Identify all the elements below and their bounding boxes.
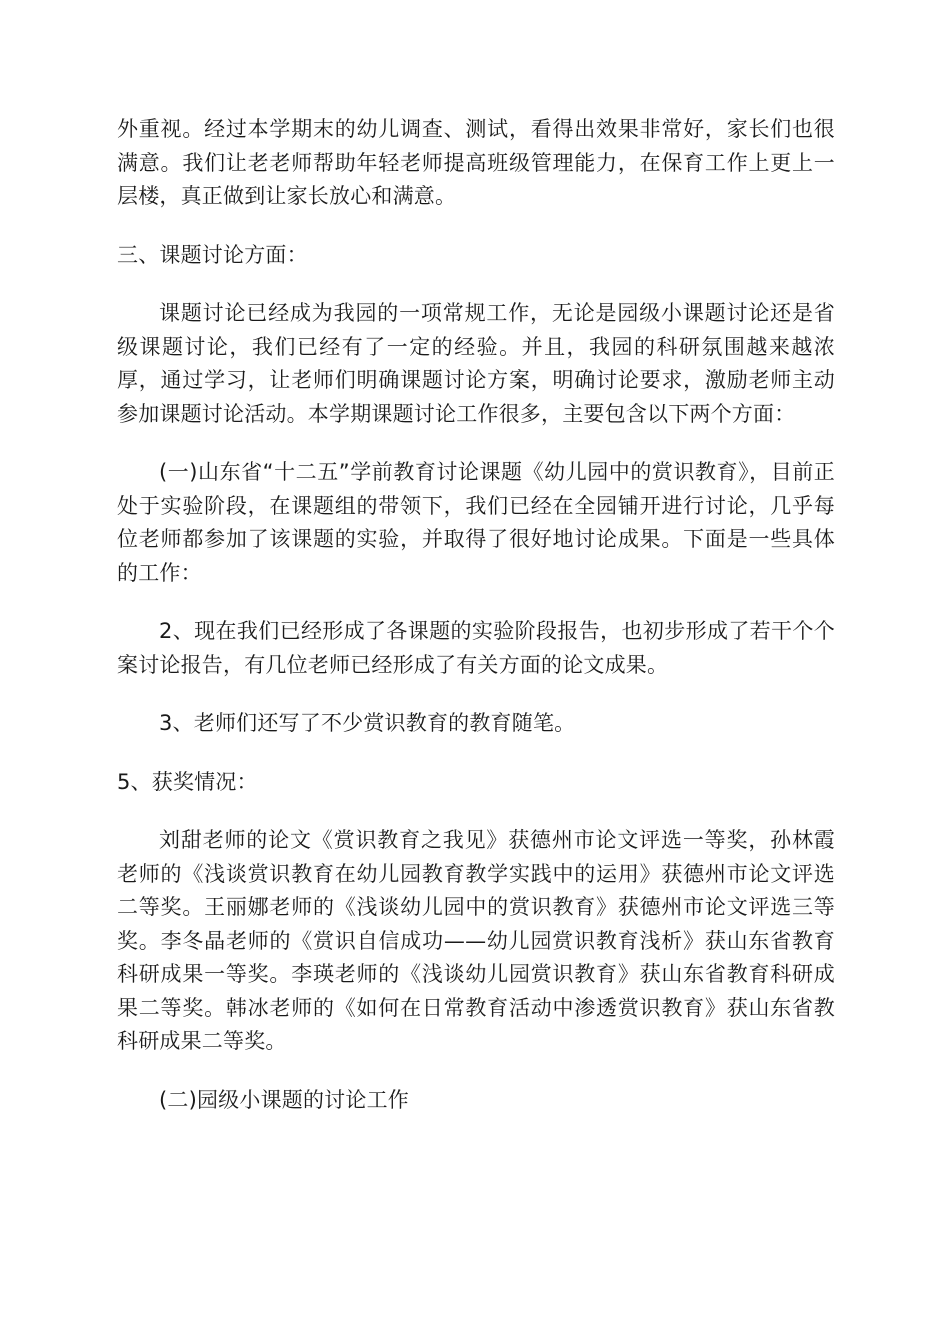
paragraph-item-3: 3、老师们还写了不少赏识教育的教育随笔。 (159, 711, 576, 735)
paragraph-topic-research: 课题讨论已经成为我园的一项常规工作，无论是园级小课题讨论还是省级课题讨论，我们已经有了一定的经验。并且，我园的科研氛围越来越浓厚，通过学习，让老师们明确课题讨论方案，明确讨论要求，激励老师主动参加课题讨论活动。本学期课题讨论工作很多，主要包含以下两个方面： (117, 301, 835, 426)
paragraph-awards: 刘甜老师的论文《赏识教育之我见》获德州市论文评选一等奖，孙林霞老师的《浅谈赏识教育在幼儿园教育教学实践中的运用》获德州市论文评选二等奖。王丽娜老师的《浅谈幼儿园中的赏识教育》获德州市论文评选三等奖。李冬晶老师的《赏识自信成功——幼儿园赏识教育浅析》获山东省教育科研成果一等奖。李瑛老师的《浅谈幼儿园赏识教育》获山东省教育科研成果二等奖。韩冰老师的《如何在日常教育活动中渗透赏识教育》获山东省教科研成果二等奖。 (117, 828, 835, 1053)
paragraph-subtopic-2: (二)园级小课题的讨论工作 (159, 1087, 409, 1112)
subheading-awards: 5、获奖情况： (117, 769, 258, 794)
paragraph-provincial-topic: (一)山东省“十二五”学前教育讨论课题《幼儿园中的赏识教育》，目前正处于实验阶段，在课题组的带领下，我们已经在全园铺开进行讨论，几乎每位老师都参加了该课题的实验，并取得了很好地讨论成果。下面是一些具体的工作： (117, 460, 835, 585)
document-page (117, 113, 835, 1142)
paragraph-continuation: 外重视。经过本学期末的幼儿调查、测试，看得出效果非常好，家长们也很满意。我们让老老师帮助年轻老师提高班级管理能力，在保育工作上更上一层楼，真正做到让家长放心和满意。 (117, 117, 835, 208)
paragraph-item-2: 2、现在我们已经形成了各课题的实验阶段报告，也初步形成了若干个个案讨论报告，有几位老师已经形成了有关方面的论文成果。 (117, 619, 835, 677)
section-heading-3: 三、课题讨论方面： (117, 242, 308, 267)
